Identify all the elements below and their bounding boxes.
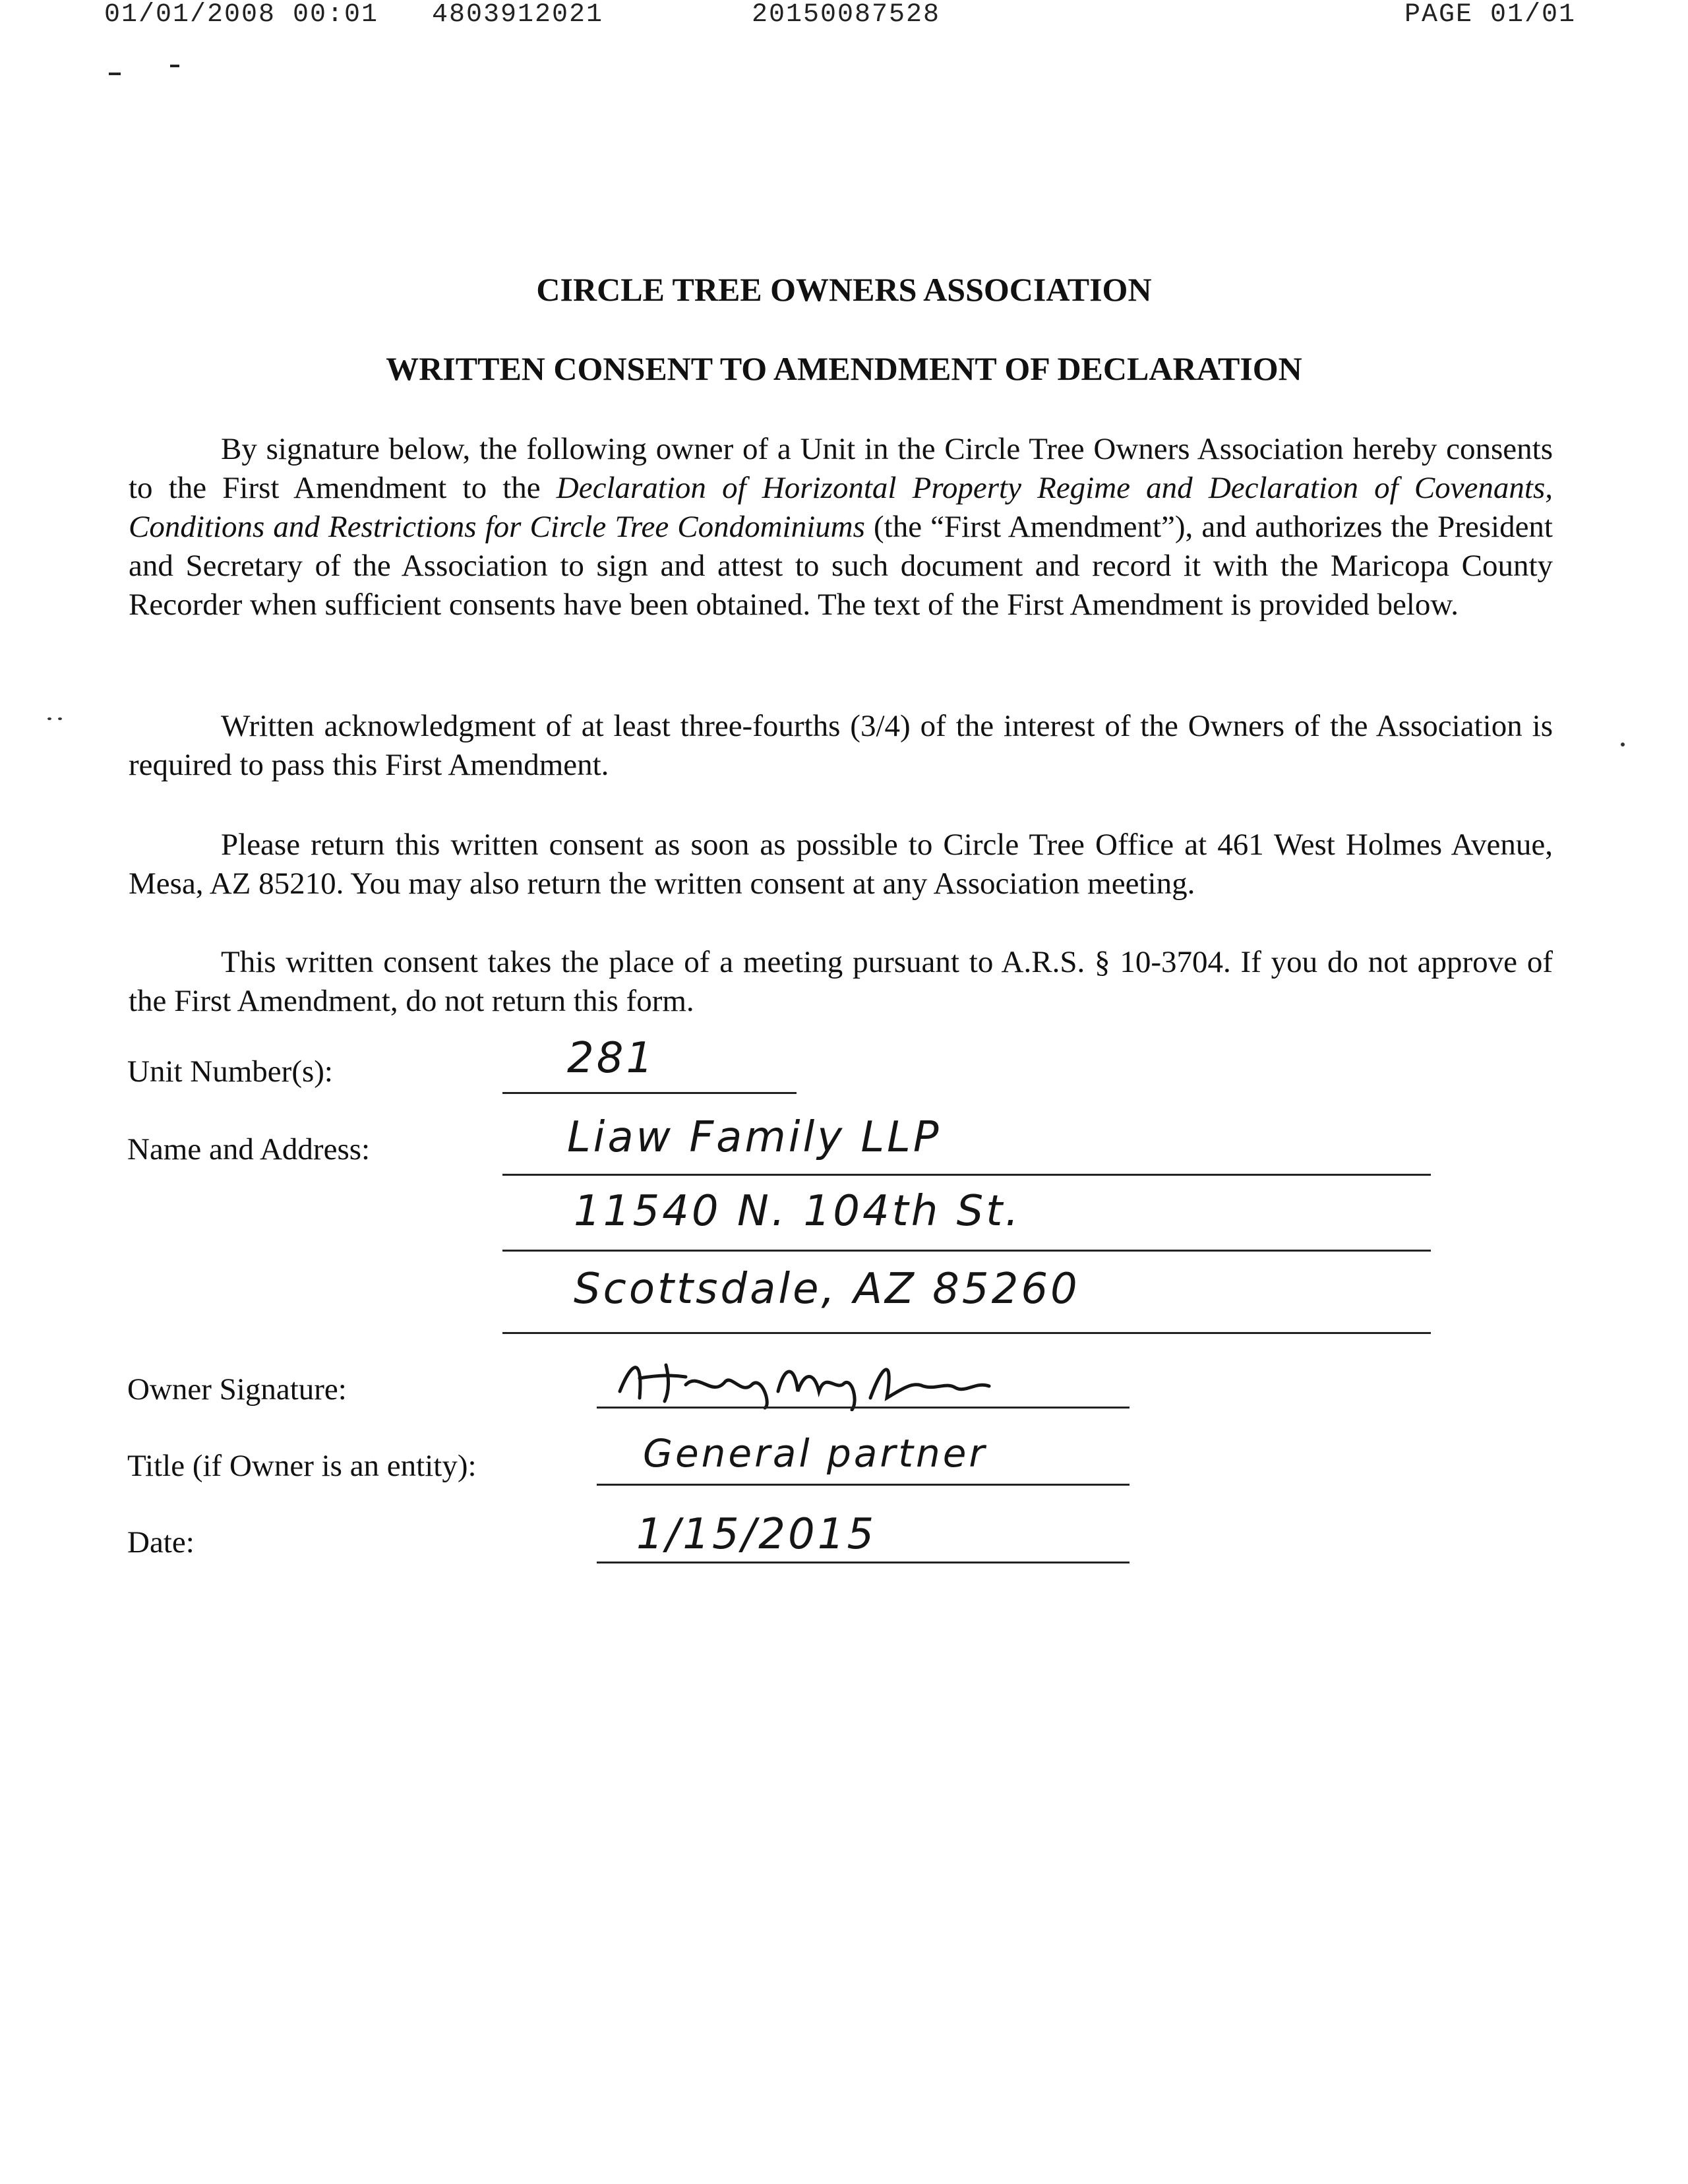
address-line1-line [502,1250,1431,1252]
address-line2-line [502,1332,1431,1334]
document-title: CIRCLE TREE OWNERS ASSOCIATION [536,271,1152,308]
scan-mark [170,65,179,67]
return-instructions-text: Please return this written consent as soon as possible to Circle Tree Office at 461 West Holmes Avenue, Mesa, AZ 85210. You may also return the written consent at any Association meeting. [129,828,1553,901]
scan-speck [1621,743,1625,746]
owner-name-value: Liaw Family LLP [567,1113,942,1162]
scan-speck [47,717,51,720]
meeting-notice-paragraph [129,943,1553,1021]
name-address-label: Name and Address: [127,1132,371,1167]
meeting-notice-text: This written consent takes the place of a meeting pursuant to A.R.S. § 10-3704. If you do not approve of the First Amendment, do not return this form. [129,945,1553,1018]
fax-header [0,0,1688,40]
date-value: 1/15/2015 [636,1510,877,1559]
scan-speck [58,717,62,720]
owner-name-line [502,1174,1431,1176]
unit-number-label: Unit Number(s): [127,1054,333,1089]
fax-datetime: 01/01/2008 00:01 [104,0,379,30]
consent-tail-text: (the “First Amendment”), and authorizes the President and Secretary of the Association to sign and attest to such document and record it with the Maricopa County Recorder when sufficient consents have been obtained. The text of the First Amendment is provided below. [129,510,1553,622]
owner-title-label: Title (if Owner is an entity): [127,1449,477,1483]
consent-lead-text: By signature below, the following owner of a Unit in the Circle Tree Owners Association hereby consents to the First Amendment to the [129,432,1553,505]
owner-signature-label: Owner Signature: [127,1372,347,1407]
fax-number: 4803912021 [432,0,604,30]
declaration-name: Declaration of Horizontal Property Regime and Declaration of Covenants, Conditions and Restrictions for Circle Tree Condominiums [129,471,1553,544]
return-instructions-paragraph [129,826,1553,903]
fax-page-number: PAGE 01/01 [1404,0,1577,30]
address-line1-value: 11540 N. 104th St. [574,1187,1021,1236]
consent-paragraph [129,430,1553,624]
unit-number-line [502,1092,797,1094]
date-label: Date: [127,1525,195,1560]
scan-mark [109,73,121,75]
unit-number-value: 281 [567,1034,656,1083]
owner-signature-scribble [613,1352,996,1411]
date-line [597,1562,1130,1563]
owner-title-value: General partner [643,1431,988,1476]
document-number: 20150087528 [752,0,941,30]
document-subtitle: WRITTEN CONSENT TO AMENDMENT OF DECLARATION [386,350,1302,387]
acknowledgment-paragraph [129,707,1553,785]
owner-title-line [597,1484,1130,1486]
owner-signature-line [597,1407,1130,1409]
address-line2-value: Scottsdale, AZ 85260 [574,1265,1080,1314]
acknowledgment-text: Written acknowledgment of at least three-fourths (3/4) of the interest of the Owners of the Association is required to pass this First Amendment. [129,709,1553,782]
